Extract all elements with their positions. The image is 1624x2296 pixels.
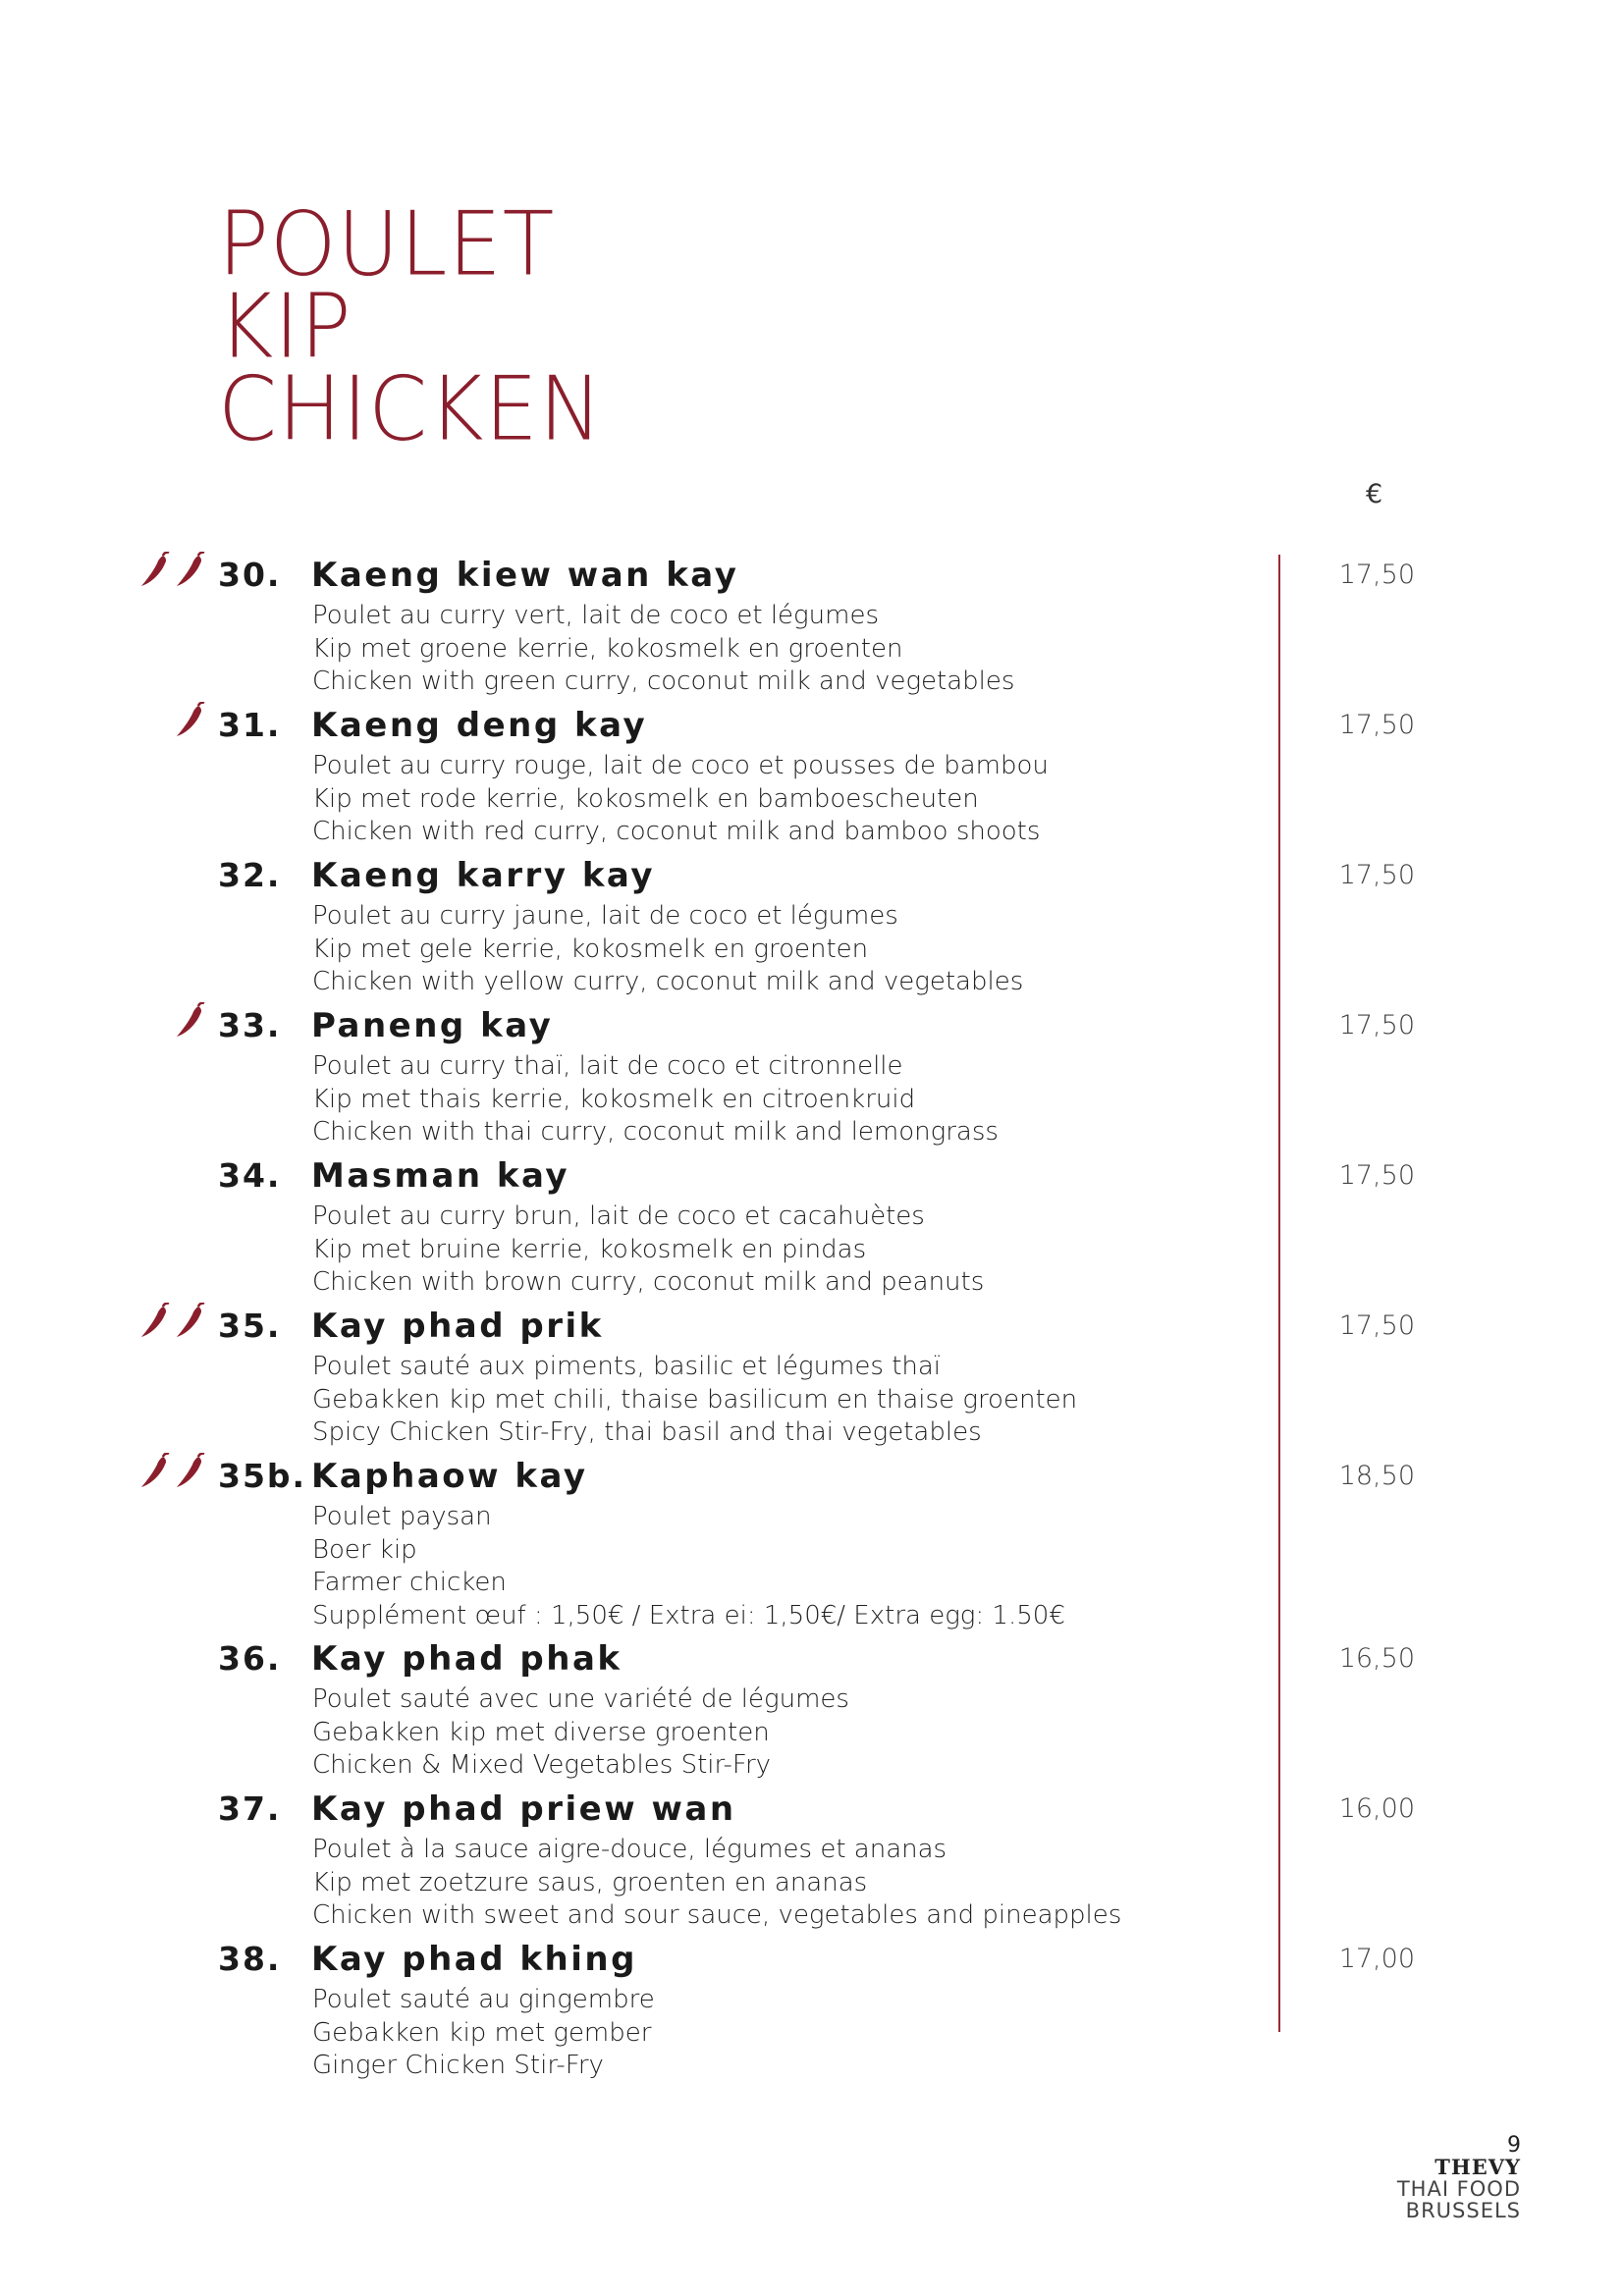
title-line-fr: POULET: [218, 192, 556, 296]
item-name: Kaeng deng kay: [311, 706, 648, 745]
item-description: [312, 1984, 655, 2083]
item-number: 31.: [218, 706, 282, 744]
spicy-indicator: [137, 1303, 206, 1340]
description-line: Kip met gele kerrie, kokosmelk en groenten: [312, 934, 869, 964]
page-title: [218, 192, 604, 461]
description-line: Poulet sauté avec une variété de légumes: [312, 1684, 849, 1714]
item-description: [312, 1683, 849, 1783]
item-description: [312, 1501, 1065, 1632]
item-price: 17,50: [1338, 560, 1415, 590]
item-description: [312, 600, 1014, 699]
item-description: [312, 1050, 999, 1149]
description-line: Chicken with red curry, coconut milk and bamboo shoots: [312, 817, 1041, 846]
chili-pepper-icon: [173, 552, 206, 589]
item-name: Paneng kay: [311, 1006, 554, 1045]
chili-pepper-icon: [137, 552, 171, 589]
spicy-indicator: [173, 702, 206, 739]
item-name: Kaeng kiew wan kay: [311, 556, 739, 595]
brand-tagline-1: THAI FOOD: [1396, 2177, 1521, 2201]
brand-tagline-2: BRUSSELS: [1405, 2199, 1521, 2222]
spicy-indicator: [173, 1002, 206, 1040]
item-number: 33.: [218, 1006, 282, 1044]
spicy-indicator: [137, 552, 206, 589]
title-line-en: CHICKEN: [218, 357, 604, 461]
currency-header: €: [1366, 479, 1383, 509]
item-name: Masman kay: [311, 1156, 570, 1196]
item-price: 16,50: [1338, 1643, 1415, 1674]
description-line: Chicken & Mixed Vegetables Stir-Fry: [312, 1750, 772, 1780]
description-line: Gebakken kip met gember: [312, 2017, 652, 2048]
chili-pepper-icon: [137, 1453, 171, 1490]
description-line: Chicken with brown curry, coconut milk and peanuts: [312, 1267, 985, 1297]
description-line: Chicken with green curry, coconut milk and vegetables: [312, 667, 1015, 696]
item-description: [312, 1201, 984, 1300]
description-line: Kip met groene kerrie, kokosmelk en groenten: [312, 633, 903, 664]
item-description: [312, 1351, 1077, 1450]
item-price: 17,50: [1338, 1160, 1415, 1191]
item-number: 37.: [218, 1789, 282, 1828]
description-line: Poulet au curry jaune, lait de coco et légumes: [312, 901, 898, 931]
item-price: 17,00: [1338, 1944, 1415, 1974]
description-line: Gebakken kip met diverse groenten: [312, 1717, 770, 1747]
item-number: 34.: [218, 1156, 282, 1195]
description-line: Kip met rode kerrie, kokosmelk en bamboescheuten: [312, 783, 979, 814]
footer: [1397, 2135, 1521, 2221]
item-name: Kay phad prik: [311, 1307, 604, 1346]
chili-pepper-icon: [173, 702, 206, 739]
description-line: Spicy Chicken Stir-Fry, thai basil and thai vegetables: [312, 1417, 982, 1447]
chili-pepper-icon: [137, 1303, 171, 1340]
description-line: Boer kip: [312, 1534, 417, 1565]
item-description: [312, 750, 1049, 849]
page-number: 9: [1507, 2133, 1521, 2158]
chili-pepper-icon: [173, 1002, 206, 1040]
item-name: Kaphaow kay: [311, 1457, 588, 1496]
item-name: Kay phad phak: [311, 1639, 623, 1679]
brand-name: THEVY: [1435, 2155, 1521, 2179]
item-price: 16,00: [1338, 1793, 1415, 1824]
item-price: 17,50: [1338, 860, 1415, 890]
item-name: Kay phad priew wan: [311, 1789, 736, 1829]
description-line: Poulet au curry thaï, lait de coco et citronnelle: [312, 1051, 903, 1081]
description-line: Poulet au curry rouge, lait de coco et pousses de bambou: [312, 751, 1049, 780]
description-line: Poulet au curry vert, lait de coco et légumes: [312, 601, 879, 630]
item-number: 30.: [218, 556, 282, 594]
spicy-indicator: [137, 1453, 206, 1490]
item-number: 35.: [218, 1307, 282, 1345]
description-line: Poulet paysan: [312, 1502, 492, 1531]
price-divider: [1278, 555, 1280, 2032]
description-line: Poulet sauté aux piments, basilic et légumes thaï: [312, 1352, 942, 1381]
item-name: Kaeng karry kay: [311, 856, 655, 895]
description-line: Supplément œuf : 1,50€ / Extra ei: 1,50€/ Extra egg: 1.50€: [312, 1600, 1065, 1630]
description-line: Farmer chicken: [312, 1568, 507, 1597]
item-price: 17,50: [1338, 1010, 1415, 1041]
item-price: 17,50: [1338, 710, 1415, 740]
item-number: 35b.: [218, 1457, 307, 1495]
chili-pepper-icon: [173, 1303, 206, 1340]
item-description: [312, 900, 1023, 999]
title-line-nl: KIP: [218, 275, 352, 379]
description-line: Kip met bruine kerrie, kokosmelk en pindas: [312, 1234, 867, 1264]
item-number: 36.: [218, 1639, 282, 1678]
description-line: Poulet au curry brun, lait de coco et cacahuètes: [312, 1201, 925, 1231]
description-line: Gebakken kip met chili, thaise basilicum en thaise groenten: [312, 1384, 1078, 1415]
description-line: Poulet à la sauce aigre-douce, légumes et ananas: [312, 1835, 947, 1864]
description-line: Kip met zoetzure saus, groenten en ananas: [312, 1867, 868, 1897]
item-price: 18,50: [1338, 1461, 1415, 1491]
chili-pepper-icon: [173, 1453, 206, 1490]
item-number: 38.: [218, 1940, 282, 1978]
description-line: Chicken with sweet and sour sauce, vegetables and pineapples: [312, 1900, 1122, 1930]
item-price: 17,50: [1338, 1310, 1415, 1341]
description-line: Chicken with yellow curry, coconut milk and vegetables: [312, 967, 1024, 996]
description-line: Poulet sauté au gingembre: [312, 1985, 655, 2014]
item-description: [312, 1834, 1121, 1933]
item-number: 32.: [218, 856, 282, 894]
item-name: Kay phad khing: [311, 1940, 637, 1979]
description-line: Kip met thais kerrie, kokosmelk en citroenkruid: [312, 1084, 916, 1114]
description-line: Chicken with thai curry, coconut milk and lemongrass: [312, 1117, 999, 1147]
description-line: Ginger Chicken Stir-Fry: [312, 2051, 604, 2080]
